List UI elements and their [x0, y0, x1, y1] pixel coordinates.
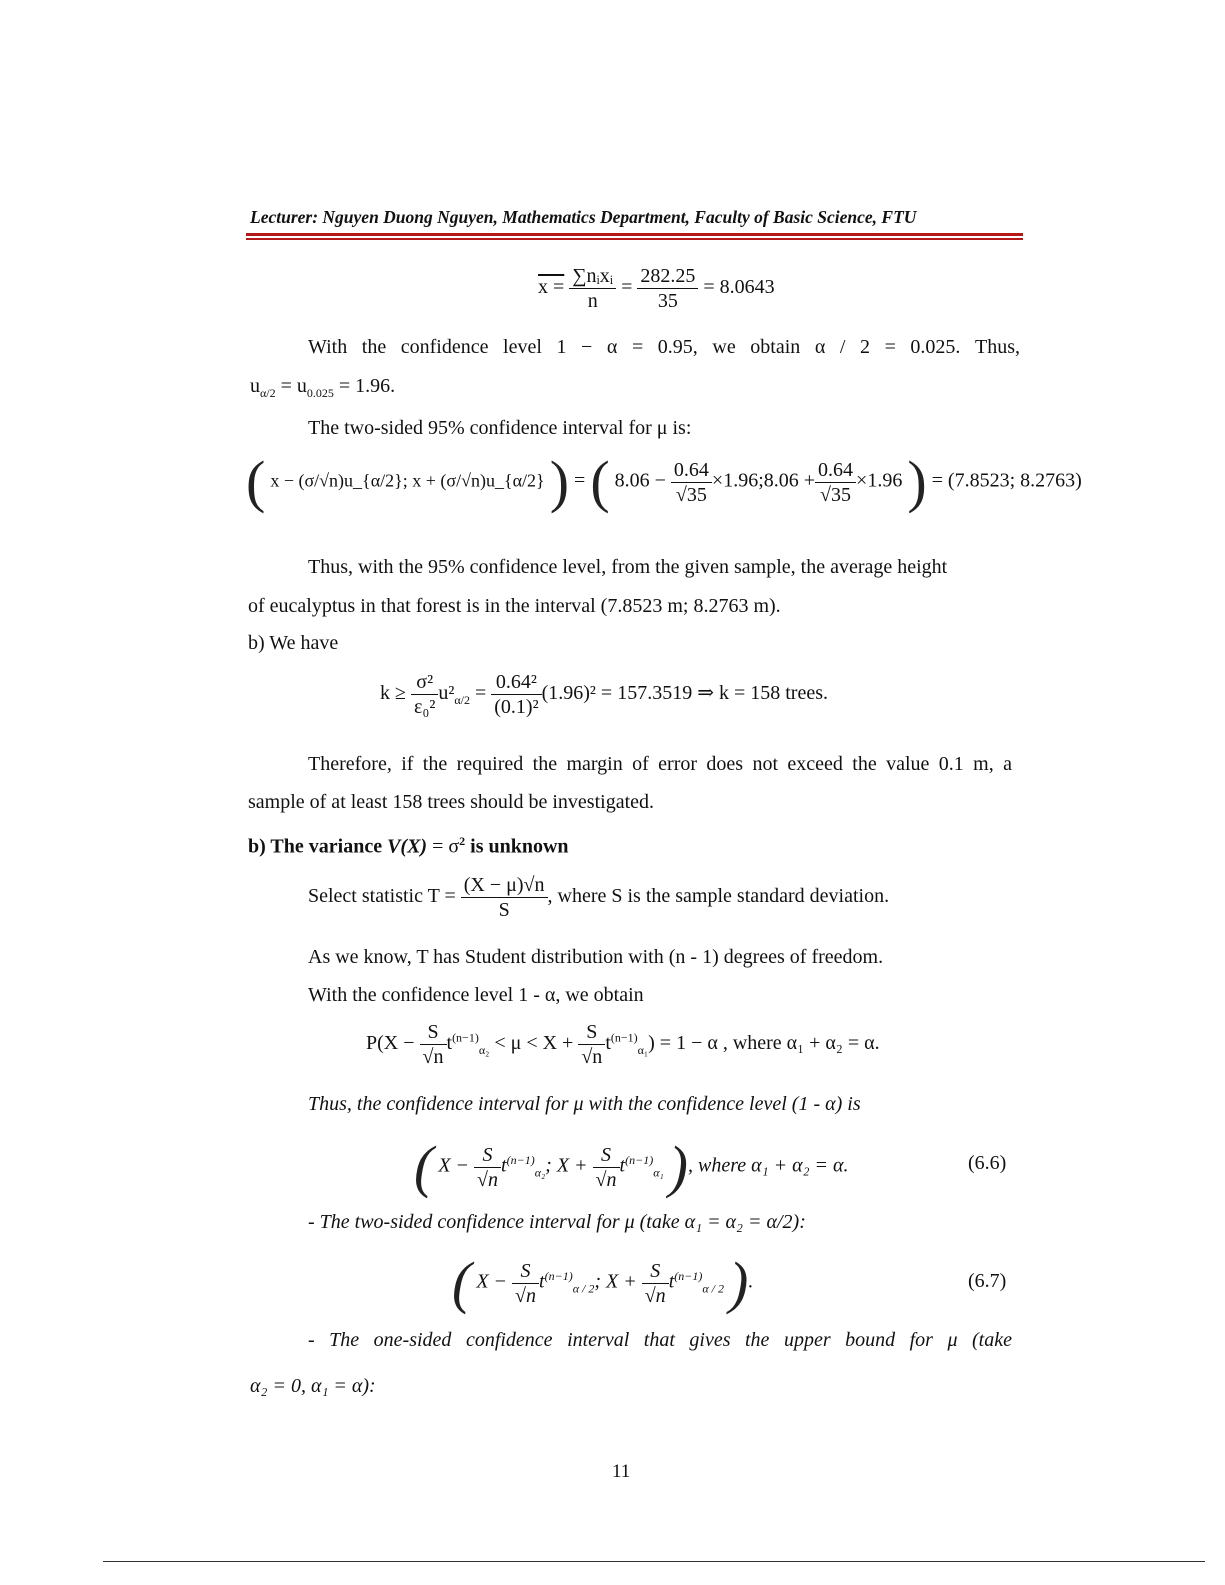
- eq67-frac2-num: S: [642, 1261, 669, 1284]
- footer-rule: [103, 1561, 1205, 1562]
- p-t1: t: [446, 1032, 453, 1055]
- k-frac1-den: ε₀²: [413, 696, 436, 718]
- u-symbol: u: [250, 375, 260, 397]
- p-t1-sup: (n−1): [452, 1030, 479, 1045]
- eq67-frac1-den: √n: [515, 1284, 537, 1307]
- p-frac1-den: √n: [422, 1046, 444, 1068]
- eq67-t2-sub: α / 2: [702, 1281, 724, 1296]
- ci-frac-b-den: √35: [820, 483, 852, 506]
- mean-frac1-den: n: [587, 290, 598, 312]
- equation-6-7: [452, 1250, 754, 1315]
- paragraph-therefore-line2: sample of at least 158 trees should be investigated.: [248, 791, 655, 813]
- heading-suffix: is unknown: [465, 835, 569, 858]
- page-number: 11: [612, 1461, 631, 1482]
- k-lhs: k ≥: [380, 682, 406, 705]
- eq66-fraction-2: [593, 1145, 620, 1190]
- p-end: ) = 1 − α , where α₁ + α₂ = α.: [648, 1032, 880, 1055]
- p-fraction-2: [578, 1022, 605, 1067]
- paren-close-2: ): [907, 449, 927, 514]
- equation-label-6-7: (6.7): [968, 1270, 1007, 1292]
- p-fraction-1: [420, 1022, 447, 1067]
- eq67-mid: ; X +: [594, 1270, 637, 1293]
- p-frac1-num: S: [420, 1022, 447, 1045]
- eq67-t1: t: [539, 1270, 545, 1293]
- mean-frac2-num: 282.25: [637, 266, 698, 289]
- header-rule-bottom: [246, 238, 1023, 240]
- mean-result: = 8.0643: [703, 276, 775, 299]
- eq66-paren-open: (: [414, 1134, 434, 1199]
- eq67-t2: t: [668, 1270, 675, 1293]
- p-frac2-num: S: [578, 1022, 605, 1045]
- paren-open-2: (: [590, 449, 610, 514]
- page-header: Lecturer: Nguyen Duong Nguyen, Mathematics Department, Faculty of Basic Science, FTU: [250, 207, 917, 227]
- eq66-where: , where α₁ + α₂ = α.: [688, 1154, 849, 1177]
- stat-fraction: [461, 875, 548, 920]
- stat-den: S: [498, 899, 510, 921]
- eq66-t1: t: [501, 1154, 507, 1177]
- u-sub-2: 0.025: [306, 386, 334, 400]
- mean-frac2-den: 35: [657, 290, 678, 312]
- eq66-t2-sup: (n−1): [625, 1152, 654, 1167]
- ci-times-a: ×1.96;8.06 +: [711, 469, 816, 492]
- ci-frac-b-num: 0.64: [815, 460, 856, 483]
- paragraph-confidence-level: With the confidence level 1 − α = 0.95, we obtain α / 2 = 0.025. Thus,: [308, 336, 1020, 358]
- ci-mid-a: 8.06 −: [614, 469, 666, 492]
- eq66-fraction-1: [474, 1145, 501, 1190]
- eq66-t2: t: [619, 1154, 626, 1177]
- equation-6-6: [414, 1134, 849, 1199]
- paragraph-two-sided: The two-sided 95% confidence interval for μ is:: [308, 417, 692, 439]
- heading-vx: V(X): [387, 835, 428, 858]
- paren-open: (: [246, 449, 266, 514]
- heading-mid: = σ: [427, 835, 460, 858]
- eq67-fraction-1: [512, 1261, 539, 1306]
- heading-prefix: b) The variance: [248, 835, 388, 858]
- header-rule-top: [246, 233, 1023, 236]
- ci-frac-a-num: 0.64: [671, 460, 712, 483]
- p-t1-sub: α₂: [478, 1043, 490, 1058]
- eq67-frac1-num: S: [512, 1261, 539, 1284]
- eq67-fraction-2: [642, 1261, 669, 1306]
- paragraph-therefore-line1: Therefore, if the required the margin of error does not exceed the value 0.1 m, a: [308, 753, 1012, 775]
- k-tail: (1.96)² = 157.3519 ⇒ k = 158 trees.: [541, 682, 828, 705]
- k-fraction-2: [491, 672, 541, 717]
- eq67-t2-sup: (n−1): [674, 1268, 703, 1283]
- eq67-frac2-den: √n: [644, 1284, 666, 1307]
- u-sub: α/2: [260, 386, 276, 400]
- mean-fraction-1: [569, 266, 616, 311]
- p-t2-sub: α₁: [637, 1043, 649, 1058]
- eq66-x1: X −: [438, 1154, 470, 1177]
- eq67-paren-close: ): [728, 1250, 749, 1315]
- eq66-t1-sup: (n−1): [506, 1152, 535, 1167]
- equation-label-6-6: (6.6): [968, 1152, 1007, 1174]
- eq66-t2-sub: α₁: [653, 1165, 664, 1180]
- ci-lhs: x − (σ/√n)u_{α/2}; x + (σ/√n)u_{α/2}: [270, 470, 545, 491]
- equation-sample-size: k ≥ $\frac{\text{σ²}}{\text{ε₀²}}$ $u^2_{\alpha/2}$ = $\frac{\text{0.64²}}{\text{(0.1)²}}$ (1.96)² = 157.3519 ⇒ k = 158 trees.: [380, 671, 828, 718]
- stat-pre: Select statistic T =: [308, 885, 456, 908]
- section-heading-variance-unknown: [248, 835, 569, 857]
- paragraph-one-sided-line2: α₂ = 0, α₁ = α):: [250, 1375, 376, 1397]
- paragraph-two-sided-ci: - The two-sided confidence interval for μ (take α₁ = α₂ = α/2):: [308, 1211, 806, 1233]
- p-mid: < μ < X +: [494, 1032, 574, 1055]
- paragraph-u-value: [250, 376, 395, 399]
- p-frac2-den: √n: [581, 1046, 603, 1068]
- eq66-paren-close: ): [668, 1134, 688, 1199]
- ci-result: = (7.8523; 8.2763): [931, 469, 1082, 492]
- eq66-frac2-den: √n: [595, 1168, 617, 1191]
- u-result: = 1.96.: [333, 375, 396, 397]
- k-u: u²: [438, 682, 455, 705]
- paragraph-student-distribution: As we know, T has Student distribution with (n - 1) degrees of freedom.: [308, 946, 884, 968]
- k-fraction-1: [411, 672, 438, 717]
- eq66-frac1-den: √n: [477, 1168, 499, 1191]
- paragraph-select-statistic: [308, 875, 889, 920]
- k-frac2-den: (0.1)²: [494, 696, 539, 718]
- k-u-sub: α/2: [454, 693, 470, 708]
- ci-fraction-a: [671, 460, 712, 505]
- ci-fraction-b: [815, 460, 856, 505]
- paragraph-b-we-have: b) We have: [248, 632, 339, 654]
- heading-sup: 2: [459, 834, 466, 848]
- ci-frac-a-den: √35: [675, 483, 707, 506]
- mean-frac1-num: ∑nᵢxᵢ: [569, 266, 616, 289]
- equation-confidence-interval: ( x − (σ/√n)u_{α/2}; x + (σ/√n)u_{α/2} ) = ( 8.06 − $\frac{0.64}{√35}$ ×1.96;8.06 + $\frac{0.64}{√35}$ ×1.96 ) = (7.8523; 8.2763): [246, 449, 1082, 514]
- ci-times-b: ×1.96: [856, 469, 903, 492]
- eq67-paren-open: (: [452, 1250, 472, 1315]
- stat-post: , where S is the sample standard deviation.: [547, 885, 890, 908]
- paragraph-one-sided-line1: - The one-sided confidence interval that gives the upper bound for μ (take: [308, 1329, 1012, 1351]
- paragraph-conclusion-line2: of eucalyptus in that forest is in the interval (7.8523 m; 8.2763 m).: [248, 595, 781, 617]
- mean-fraction-2: [637, 266, 698, 311]
- equation-probability: [366, 1022, 880, 1067]
- paragraph-thus-interval: Thus, the confidence interval for μ with the confidence level (1 - α) is: [308, 1093, 861, 1115]
- mean-lhs: x =: [538, 276, 565, 299]
- eq67-t1-sup: (n−1): [544, 1268, 573, 1283]
- eq67-t1-sub: α / 2: [572, 1281, 595, 1296]
- p-text-a: P(X −: [366, 1032, 415, 1055]
- eq66-frac2-num: S: [593, 1145, 620, 1168]
- p-t2: t: [605, 1032, 611, 1055]
- paragraph-conclusion-line1: Thus, with the 95% confidence level, from the given sample, the average height: [308, 556, 948, 578]
- p-t2-sup: (n−1): [610, 1030, 638, 1045]
- paragraph-with-confidence: With the confidence level 1 - α, we obtain: [308, 984, 644, 1006]
- eq67-x1: X −: [476, 1270, 508, 1293]
- paren-close: ): [549, 449, 570, 514]
- eq67-end: .: [748, 1270, 754, 1293]
- k-frac1-num: σ²: [411, 672, 438, 695]
- equation-sample-mean: x = $\frac{\text{∑nᵢxᵢ}}{n}$ = $\frac{282.25}{35}$ = 8.0643: [538, 265, 775, 312]
- eq66-mid: ; X +: [545, 1154, 588, 1177]
- stat-num: (X − μ)√n: [461, 875, 548, 898]
- eq66-frac1-num: S: [474, 1145, 501, 1168]
- u-eq: = u: [275, 375, 307, 397]
- k-frac2-num: 0.64²: [491, 672, 541, 695]
- eq66-t1-sub: α₂: [534, 1165, 546, 1180]
